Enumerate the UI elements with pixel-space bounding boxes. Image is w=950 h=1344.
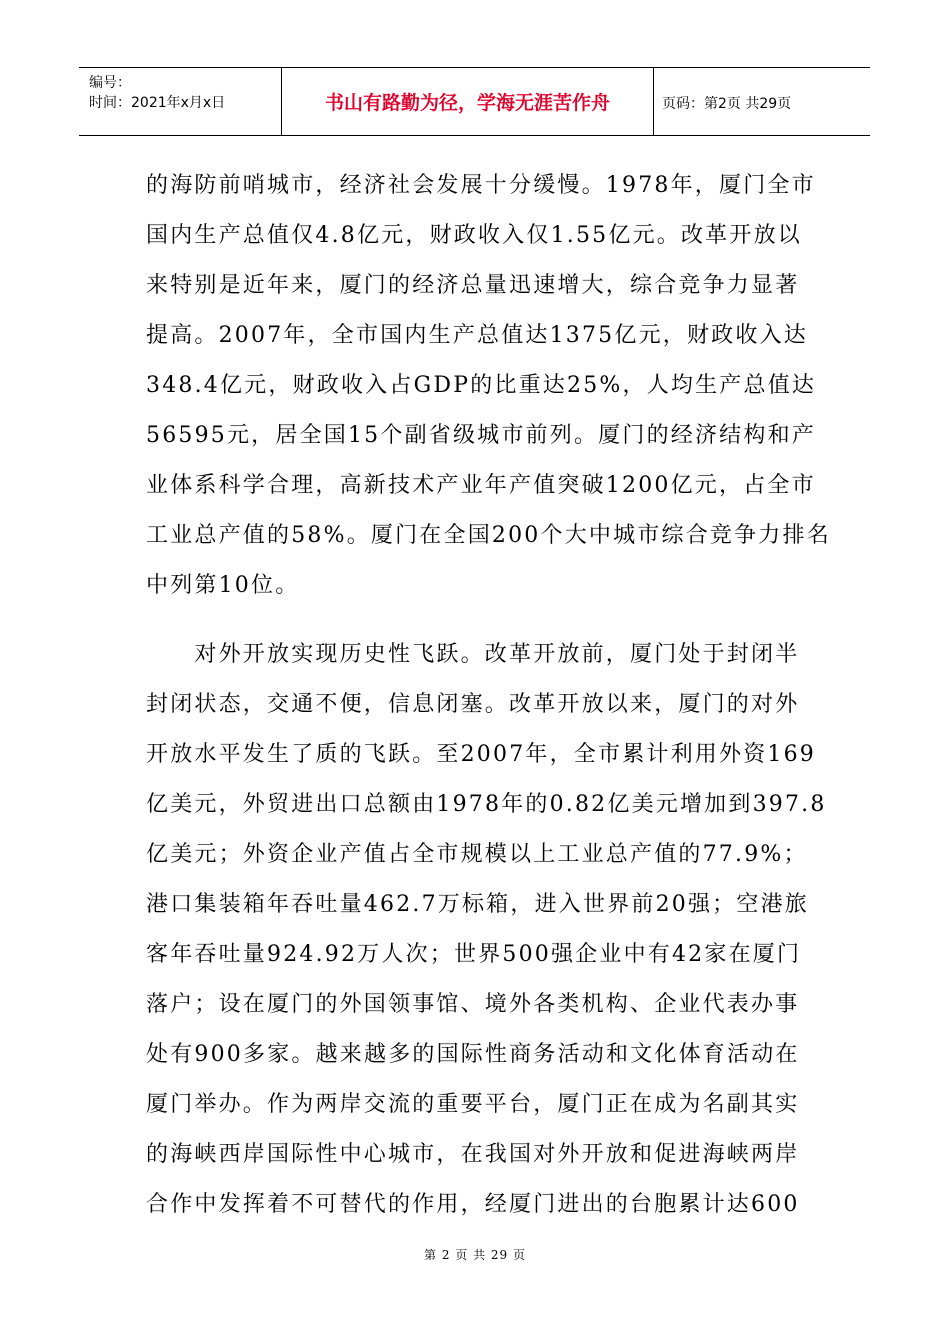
text-line: 亿美元，外贸进出口总额由1978年的0.82亿美元增加到397.8 [146,792,827,817]
text-line: 客年吞吐量924.92万人次；世界500强企业中有42家在厦门 [146,942,802,967]
text-line: 港口集装箱年吞吐量462.7万标箱，进入世界前20强；空港旅 [146,892,809,917]
text-line: 处有900多家。越来越多的国际性商务活动和文化体育活动在 [146,1042,800,1067]
document-number-label: 编号： [89,75,131,91]
document-time-label: 时间：2021年x月x日 [89,95,226,111]
text-line: 开放水平发生了质的飞跃。至2007年，全市累计利用外资169 [146,742,816,767]
document-body [146,161,831,1230]
text-line: 工业总产值的58%。厦门在全国200个大中城市综合竞争力排名 [146,523,831,548]
header-motto: 书山有路勤为径，学海无涯苦作舟 [324,92,610,114]
header-page-info: 页码：第2页 共29页 [662,96,792,112]
header-meta-cell [79,68,282,135]
text-line: 56595元，居全国15个副省级城市前列。厦门的经济结构和产 [146,423,816,448]
text-line: 合作中发挥着不可替代的作用，经厦门进出的台胞累计达600 [146,1192,800,1217]
text-line: 国内生产总值仅4.8亿元，财政收入仅1.55亿元。改革开放以 [146,223,802,248]
text-line: 的海峡西岸国际性中心城市，在我国对外开放和促进海峡两岸 [146,1142,800,1167]
text-line: 厦门举办。作为两岸交流的重要平台，厦门正在成为名副其实 [146,1092,800,1117]
text-line: 封闭状态，交通不便，信息闭塞。改革开放以来，厦门的对外 [146,692,800,717]
text-line: 348.4亿元，财政收入占GDP的比重达25%，人均生产总值达 [146,373,817,398]
paragraph-economy [146,161,831,611]
page-footer: 第 2 页 共 29 页 [424,1248,526,1262]
paragraph-gap [146,611,806,630]
text-line: 业体系科学合理，高新技术产业年产值突破1200亿元，占全市 [146,473,816,498]
text-line: 的海防前哨城市，经济社会发展十分缓慢。1978年，厦门全市 [146,173,816,198]
text-line: 提高。2007年，全市国内生产总值达1375亿元，财政收入达 [146,323,808,348]
text-line: 落户；设在厦门的外国领事馆、境外各类机构、企业代表办事 [146,992,800,1017]
header-motto-cell [282,68,654,135]
text-line: 亿美元；外资企业产值占全市规模以上工业总产值的77.9%； [146,842,808,867]
paragraph-opening-up [146,630,827,1230]
text-line: 中列第10位。 [146,573,300,598]
header-page-cell [654,68,870,135]
text-line: 来特别是近年来，厦门的经济总量迅速增大，综合竞争力显著 [146,273,800,298]
text-line: 对外开放实现历史性飞跃。改革开放前，厦门处于封闭半 [146,642,800,667]
document-header [79,67,870,136]
